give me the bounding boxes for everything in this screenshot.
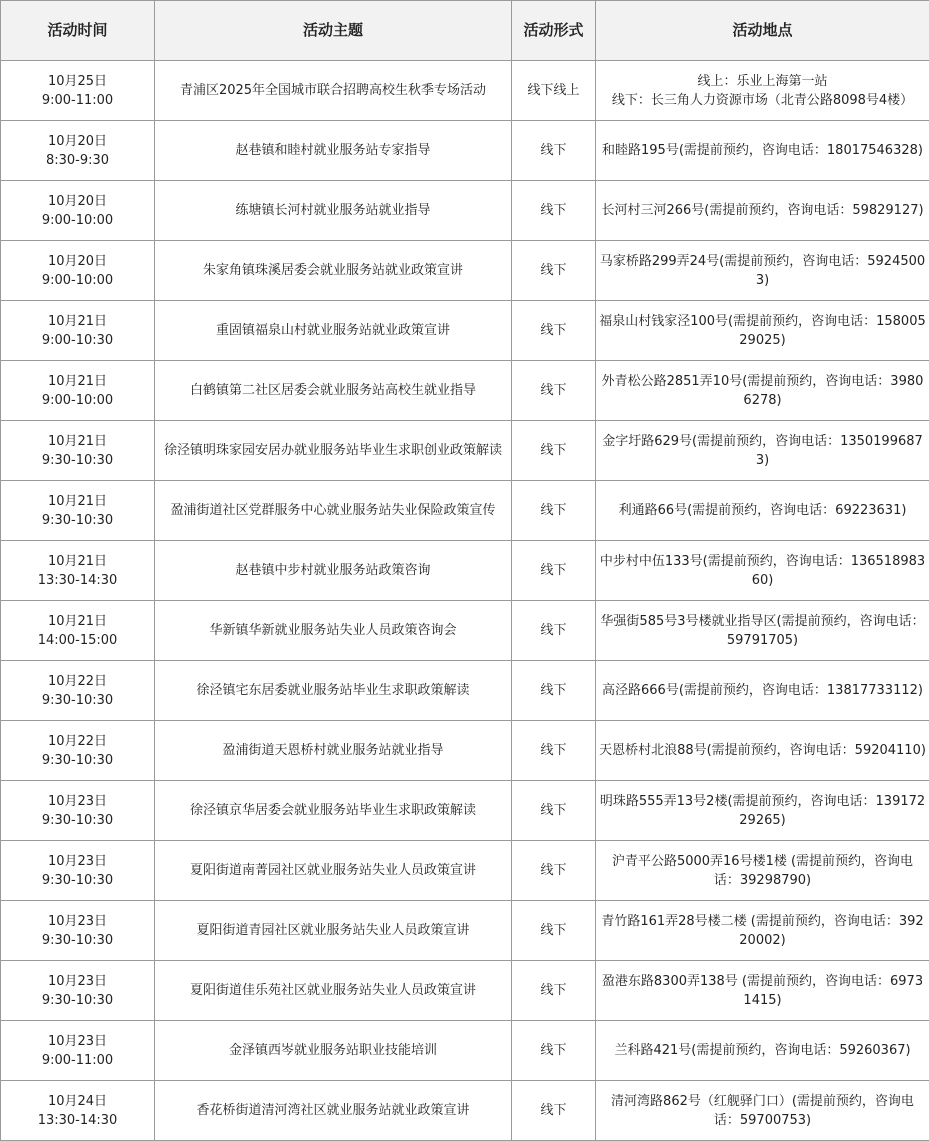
activity-time: 9:00-11:00 bbox=[41, 1052, 114, 1068]
time-cell bbox=[1, 721, 155, 781]
topic-cell: 盈浦街道天恩桥村就业服务站就业指导 bbox=[155, 721, 512, 781]
form-cell: 线下 bbox=[512, 661, 596, 721]
topic-cell: 练塘镇长河村就业服务站就业指导 bbox=[155, 181, 512, 241]
location-cell: 沪青平公路5000弄16号楼1楼 (需提前预约，咨询电话：39298790) bbox=[596, 841, 929, 901]
location-cell: 华强街585号3号楼就业指导区(需提前预约，咨询电话：59791705) bbox=[596, 601, 929, 661]
time-cell bbox=[1, 61, 155, 121]
location-cell: 长河村三河266号(需提前预约，咨询电话：59829127) bbox=[596, 181, 929, 241]
table-row bbox=[1, 481, 929, 541]
form-cell: 线下 bbox=[512, 241, 596, 301]
table-body bbox=[1, 61, 929, 1141]
topic-cell: 徐泾镇明珠家园安居办就业服务站毕业生求职创业政策解读 bbox=[155, 421, 512, 481]
activity-date: 10月21日 bbox=[47, 553, 108, 569]
activity-time: 9:30-10:30 bbox=[41, 692, 114, 708]
activity-date: 10月21日 bbox=[47, 493, 108, 509]
table-row bbox=[1, 721, 929, 781]
activity-date: 10月22日 bbox=[47, 673, 108, 689]
form-cell: 线下 bbox=[512, 481, 596, 541]
activity-date: 10月21日 bbox=[47, 433, 108, 449]
time-cell bbox=[1, 181, 155, 241]
table-row bbox=[1, 361, 929, 421]
time-cell bbox=[1, 661, 155, 721]
time-cell bbox=[1, 961, 155, 1021]
header-row bbox=[1, 1, 929, 61]
activity-date: 10月25日 bbox=[47, 73, 108, 89]
topic-cell: 赵巷镇和睦村就业服务站专家指导 bbox=[155, 121, 512, 181]
table-header bbox=[1, 1, 929, 61]
time-cell bbox=[1, 841, 155, 901]
location-cell: 盈港东路8300弄138号 (需提前预约，咨询电话：69731415) bbox=[596, 961, 929, 1021]
location-cell: 福泉山村钱家泾100号(需提前预约，咨询电话：15800529025) bbox=[596, 301, 929, 361]
table-row bbox=[1, 901, 929, 961]
time-cell bbox=[1, 1021, 155, 1081]
location-cell: 外青松公路2851弄10号(需提前预约，咨询电话：39806278) bbox=[596, 361, 929, 421]
activity-time: 9:30-10:30 bbox=[41, 872, 114, 888]
table-row bbox=[1, 121, 929, 181]
activity-time: 9:00-10:00 bbox=[41, 212, 114, 228]
table-row bbox=[1, 781, 929, 841]
topic-cell: 徐泾镇宅东居委就业服务站毕业生求职政策解读 bbox=[155, 661, 512, 721]
time-cell bbox=[1, 301, 155, 361]
table-row bbox=[1, 841, 929, 901]
activity-time: 9:00-10:30 bbox=[41, 332, 114, 348]
topic-cell: 白鹤镇第二社区居委会就业服务站高校生就业指导 bbox=[155, 361, 512, 421]
activity-date: 10月23日 bbox=[47, 913, 108, 929]
header-form: 活动形式 bbox=[512, 1, 596, 61]
location-cell: 金字圩路629号(需提前预约，咨询电话：13501996873) bbox=[596, 421, 929, 481]
topic-cell: 朱家角镇珠溪居委会就业服务站就业政策宣讲 bbox=[155, 241, 512, 301]
location-cell: 中步村中伍133号(需提前预约，咨询电话：13651898360) bbox=[596, 541, 929, 601]
activity-date: 10月23日 bbox=[47, 1033, 108, 1049]
topic-cell: 徐泾镇京华居委会就业服务站毕业生求职政策解读 bbox=[155, 781, 512, 841]
activity-time: 9:30-10:30 bbox=[41, 452, 114, 468]
form-cell: 线下 bbox=[512, 421, 596, 481]
form-cell: 线下 bbox=[512, 301, 596, 361]
time-cell bbox=[1, 121, 155, 181]
activity-time: 9:00-10:00 bbox=[41, 392, 114, 408]
table-row bbox=[1, 421, 929, 481]
form-cell: 线下 bbox=[512, 121, 596, 181]
activity-date: 10月23日 bbox=[47, 973, 108, 989]
table-row bbox=[1, 661, 929, 721]
activity-time: 13:30-14:30 bbox=[37, 1112, 118, 1128]
form-cell: 线下 bbox=[512, 541, 596, 601]
activity-time: 9:00-10:00 bbox=[41, 272, 114, 288]
topic-cell: 夏阳街道青园社区就业服务站失业人员政策宣讲 bbox=[155, 901, 512, 961]
time-cell bbox=[1, 241, 155, 301]
activity-date: 10月20日 bbox=[47, 133, 108, 149]
activity-date: 10月23日 bbox=[47, 853, 108, 869]
topic-cell: 赵巷镇中步村就业服务站政策咨询 bbox=[155, 541, 512, 601]
location-cell bbox=[596, 61, 929, 121]
activity-time: 9:30-10:30 bbox=[41, 512, 114, 528]
activity-time: 9:00-11:00 bbox=[41, 92, 114, 108]
location-cell: 和睦路195号(需提前预约，咨询电话：18017546328) bbox=[596, 121, 929, 181]
form-cell: 线下 bbox=[512, 1081, 596, 1141]
activity-time: 9:30-10:30 bbox=[41, 932, 114, 948]
time-cell bbox=[1, 601, 155, 661]
table-row bbox=[1, 301, 929, 361]
location-line: 线上：乐业上海第一站 bbox=[697, 73, 828, 89]
location-cell: 天恩桥村北浪88号(需提前预约，咨询电话：59204110) bbox=[596, 721, 929, 781]
time-cell bbox=[1, 541, 155, 601]
form-cell: 线下 bbox=[512, 781, 596, 841]
activity-time: 9:30-10:30 bbox=[41, 752, 114, 768]
activity-date: 10月20日 bbox=[47, 253, 108, 269]
topic-cell: 重固镇福泉山村就业服务站就业政策宣讲 bbox=[155, 301, 512, 361]
header-time: 活动时间 bbox=[1, 1, 155, 61]
topic-cell: 华新镇华新就业服务站失业人员政策咨询会 bbox=[155, 601, 512, 661]
location-cell: 利通路66号(需提前预约，咨询电话：69223631) bbox=[596, 481, 929, 541]
activity-time: 13:30-14:30 bbox=[37, 572, 118, 588]
header-location: 活动地点 bbox=[596, 1, 929, 61]
table-row bbox=[1, 241, 929, 301]
form-cell: 线下 bbox=[512, 181, 596, 241]
location-cell: 明珠路555弄13号2楼(需提前预约，咨询电话：13917229265) bbox=[596, 781, 929, 841]
time-cell bbox=[1, 481, 155, 541]
activity-time: 14:00-15:00 bbox=[37, 632, 118, 648]
table-row bbox=[1, 601, 929, 661]
activity-date: 10月23日 bbox=[47, 793, 108, 809]
topic-cell: 香花桥街道清河湾社区就业服务站就业政策宣讲 bbox=[155, 1081, 512, 1141]
form-cell: 线下 bbox=[512, 721, 596, 781]
form-cell: 线下 bbox=[512, 841, 596, 901]
location-cell: 清河湾路862号（红舰驿门口）(需提前预约，咨询电话：59700753) bbox=[596, 1081, 929, 1141]
topic-cell: 夏阳街道南菁园社区就业服务站失业人员政策宣讲 bbox=[155, 841, 512, 901]
topic-cell: 金泽镇西岑就业服务站职业技能培训 bbox=[155, 1021, 512, 1081]
activity-date: 10月21日 bbox=[47, 313, 108, 329]
activity-date: 10月21日 bbox=[47, 613, 108, 629]
location-cell: 青竹路161弄28号楼二楼 (需提前预约，咨询电话：39220002) bbox=[596, 901, 929, 961]
location-cell: 高泾路666号(需提前预约，咨询电话：13817733112) bbox=[596, 661, 929, 721]
table-row bbox=[1, 181, 929, 241]
table-row bbox=[1, 961, 929, 1021]
table-row bbox=[1, 1081, 929, 1141]
time-cell bbox=[1, 781, 155, 841]
time-cell bbox=[1, 421, 155, 481]
header-topic: 活动主题 bbox=[155, 1, 512, 61]
activity-time: 9:30-10:30 bbox=[41, 812, 114, 828]
table-row bbox=[1, 61, 929, 121]
activity-time: 8:30-9:30 bbox=[45, 152, 110, 168]
activity-date: 10月20日 bbox=[47, 193, 108, 209]
form-cell: 线下 bbox=[512, 361, 596, 421]
time-cell bbox=[1, 901, 155, 961]
location-cell: 马家桥路299弄24号(需提前预约，咨询电话：59245003) bbox=[596, 241, 929, 301]
activity-date: 10月24日 bbox=[47, 1093, 108, 1109]
activity-date: 10月21日 bbox=[47, 373, 108, 389]
form-cell: 线下 bbox=[512, 961, 596, 1021]
topic-cell: 青浦区2025年全国城市联合招聘高校生秋季专场活动 bbox=[155, 61, 512, 121]
table-row bbox=[1, 541, 929, 601]
form-cell: 线下 bbox=[512, 1021, 596, 1081]
activity-time: 9:30-10:30 bbox=[41, 992, 114, 1008]
location-cell: 兰科路421号(需提前预约，咨询电话：59260367) bbox=[596, 1021, 929, 1081]
time-cell bbox=[1, 361, 155, 421]
activity-date: 10月22日 bbox=[47, 733, 108, 749]
table-row bbox=[1, 1021, 929, 1081]
topic-cell: 盈浦街道社区党群服务中心就业服务站失业保险政策宣传 bbox=[155, 481, 512, 541]
form-cell: 线下 bbox=[512, 601, 596, 661]
time-cell bbox=[1, 1081, 155, 1141]
form-cell: 线下线上 bbox=[512, 61, 596, 121]
location-line: 线下：长三角人力资源市场（北青公路8098号4楼） bbox=[611, 92, 914, 108]
topic-cell: 夏阳街道佳乐苑社区就业服务站失业人员政策宣讲 bbox=[155, 961, 512, 1021]
form-cell: 线下 bbox=[512, 901, 596, 961]
